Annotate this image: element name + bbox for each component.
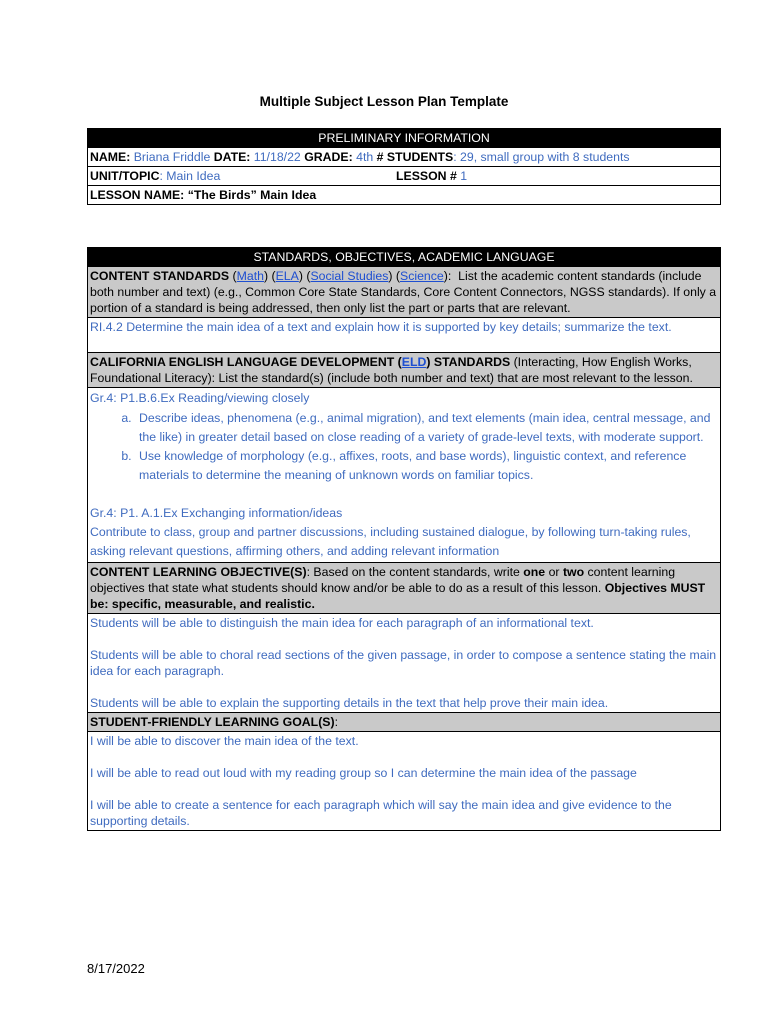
lesson-name-label: LESSON NAME: bbox=[90, 188, 185, 202]
goals-prompt bbox=[88, 713, 721, 732]
goal-3[interactable]: I will be able to create a sentence for each paragraph which will say the main idea and give evidence to the supporting details. bbox=[90, 798, 672, 828]
eld-instructions: (Interacting, How English Works, Foundational Literacy): List the standard(s) (include both number and text) that are most relevant to the lesson. bbox=[90, 355, 693, 385]
lesson-number-label: LESSON # bbox=[396, 169, 457, 183]
unit-value[interactable]: : Main Idea bbox=[159, 169, 221, 183]
eld-item-a[interactable]: a. Describe ideas, phenomena (e.g., animal migration), and text elements (main idea, central message, and the like) in greater detail based on close reading of a variety of grade-level texts, with moderate support. bbox=[135, 409, 718, 447]
objective-2[interactable]: Students will be able to choral read sections of the given passage, in order to compose a sentence stating the main idea for each paragraph. bbox=[90, 648, 717, 678]
name-row bbox=[88, 148, 721, 167]
name-value[interactable]: Briana Friddle bbox=[133, 150, 211, 164]
lesson-name-row bbox=[88, 186, 721, 205]
goal-1[interactable]: I will be able to discover the main idea of the text. bbox=[90, 734, 359, 748]
eld-label-start: CALIFORNIA ENGLISH LANGUAGE DEVELOPMENT ( bbox=[90, 355, 402, 369]
objective-3[interactable]: Students will be able to explain the supporting details in the text that help prove their main idea. bbox=[90, 696, 609, 710]
goals-label: STUDENT-FRIENDLY LEARNING GOAL(S) bbox=[90, 715, 335, 729]
eld-standard-2[interactable]: Gr.4: P1. A.1.Ex Exchanging information/ideas bbox=[90, 506, 343, 520]
objectives-one: one bbox=[523, 565, 546, 579]
objectives-must: Objectives MUST be: specific, measurable, and realistic. bbox=[90, 581, 706, 611]
eld-standards-prompt bbox=[88, 353, 721, 388]
eld-link[interactable]: ELD bbox=[401, 355, 427, 369]
eld-standard-list bbox=[90, 409, 718, 485]
footer-date: 8/17/2022 bbox=[87, 961, 145, 976]
science-link[interactable]: Science bbox=[400, 269, 444, 283]
objectives-two: two bbox=[562, 565, 585, 579]
standards-table bbox=[87, 247, 721, 831]
objectives-instructions-b: content learning objectives that state what students should know and/or be able to do as a result of this lesson. bbox=[90, 565, 676, 595]
goals-colon: : bbox=[334, 715, 339, 729]
preliminary-information-table bbox=[87, 128, 721, 205]
standards-header: STANDARDS, OBJECTIVES, ACADEMIC LANGUAGE bbox=[88, 248, 721, 267]
content-standards-text[interactable]: RI.4.2 Determine the main idea of a text and explain how it is supported by key details; summarize the text. bbox=[90, 320, 672, 334]
lesson-name-value[interactable]: “The Birds” Main Idea bbox=[187, 188, 317, 202]
preliminary-header: PRELIMINARY INFORMATION bbox=[88, 129, 721, 148]
date-value[interactable]: 11/18/22 bbox=[253, 150, 301, 164]
goal-2[interactable]: I will be able to read out loud with my reading group so I can determine the main idea of the passage bbox=[90, 766, 637, 780]
students-label: # STUDENTS bbox=[376, 150, 454, 164]
eld-item-b[interactable]: b. Use knowledge of morphology (e.g., affixes, roots, and base words), linguistic context, and reference materials to determine the meaning of unknown words on familiar topics. bbox=[135, 447, 718, 485]
grade-value[interactable]: 4th bbox=[356, 150, 374, 164]
math-link[interactable]: Math bbox=[236, 269, 264, 283]
eld-standard-2-text[interactable]: Contribute to class, group and partner discussions, including sustained dialogue, by following turn-taking rules, asking relevant questions, affirming others, and adding relevant information bbox=[90, 525, 691, 558]
objectives-or: or bbox=[545, 565, 563, 579]
eld-standards-answer bbox=[88, 388, 721, 563]
social-studies-link[interactable]: Social Studies bbox=[310, 269, 389, 283]
unit-label: UNIT/TOPIC bbox=[90, 169, 160, 183]
content-standards-answer bbox=[88, 318, 721, 353]
students-value[interactable]: : 29, small group with 8 students bbox=[453, 150, 630, 164]
ela-link[interactable]: ELA bbox=[275, 269, 299, 283]
grade-label: GRADE: bbox=[304, 150, 353, 164]
content-standards-prompt: CONTENT STANDARDS (Math) (ELA) (Social Studies) (Science): List the academic content standards (include both number and text) (e.g., Common Core State Standards, Core Content Connectors, NGSS standards). If only a portion of a standard is being addressed, then only list the part or parts that are relevant. bbox=[88, 267, 721, 318]
name-label: NAME: bbox=[90, 150, 131, 164]
objective-1[interactable]: Students will be able to distinguish the main idea for each paragraph of an informational text. bbox=[90, 616, 594, 630]
objectives-instructions-a: : Based on the content standards, write bbox=[306, 565, 524, 579]
eld-standard-1[interactable]: Gr.4: P1.B.6.Ex Reading/viewing closely bbox=[90, 391, 310, 405]
lesson-number-value[interactable]: 1 bbox=[460, 169, 468, 183]
eld-label-end: ) STANDARDS bbox=[426, 355, 511, 369]
objectives-prompt bbox=[88, 563, 721, 614]
unit-row bbox=[88, 167, 721, 186]
date-label: DATE: bbox=[213, 150, 251, 164]
objectives-answer bbox=[88, 614, 721, 713]
content-standards-label: CONTENT STANDARDS bbox=[90, 269, 230, 283]
content-standards-instructions: List the academic content standards (include both number and text) (e.g., Common Core State Standards, Core Content Connectors, NGSS standards). If only a portion of a standard is being addressed, then only list the part or parts that are relevant. bbox=[90, 269, 717, 315]
objectives-label: CONTENT LEARNING OBJECTIVE(S) bbox=[90, 565, 307, 579]
goals-answer bbox=[88, 732, 721, 831]
document-title: Multiple Subject Lesson Plan Template bbox=[259, 94, 509, 109]
